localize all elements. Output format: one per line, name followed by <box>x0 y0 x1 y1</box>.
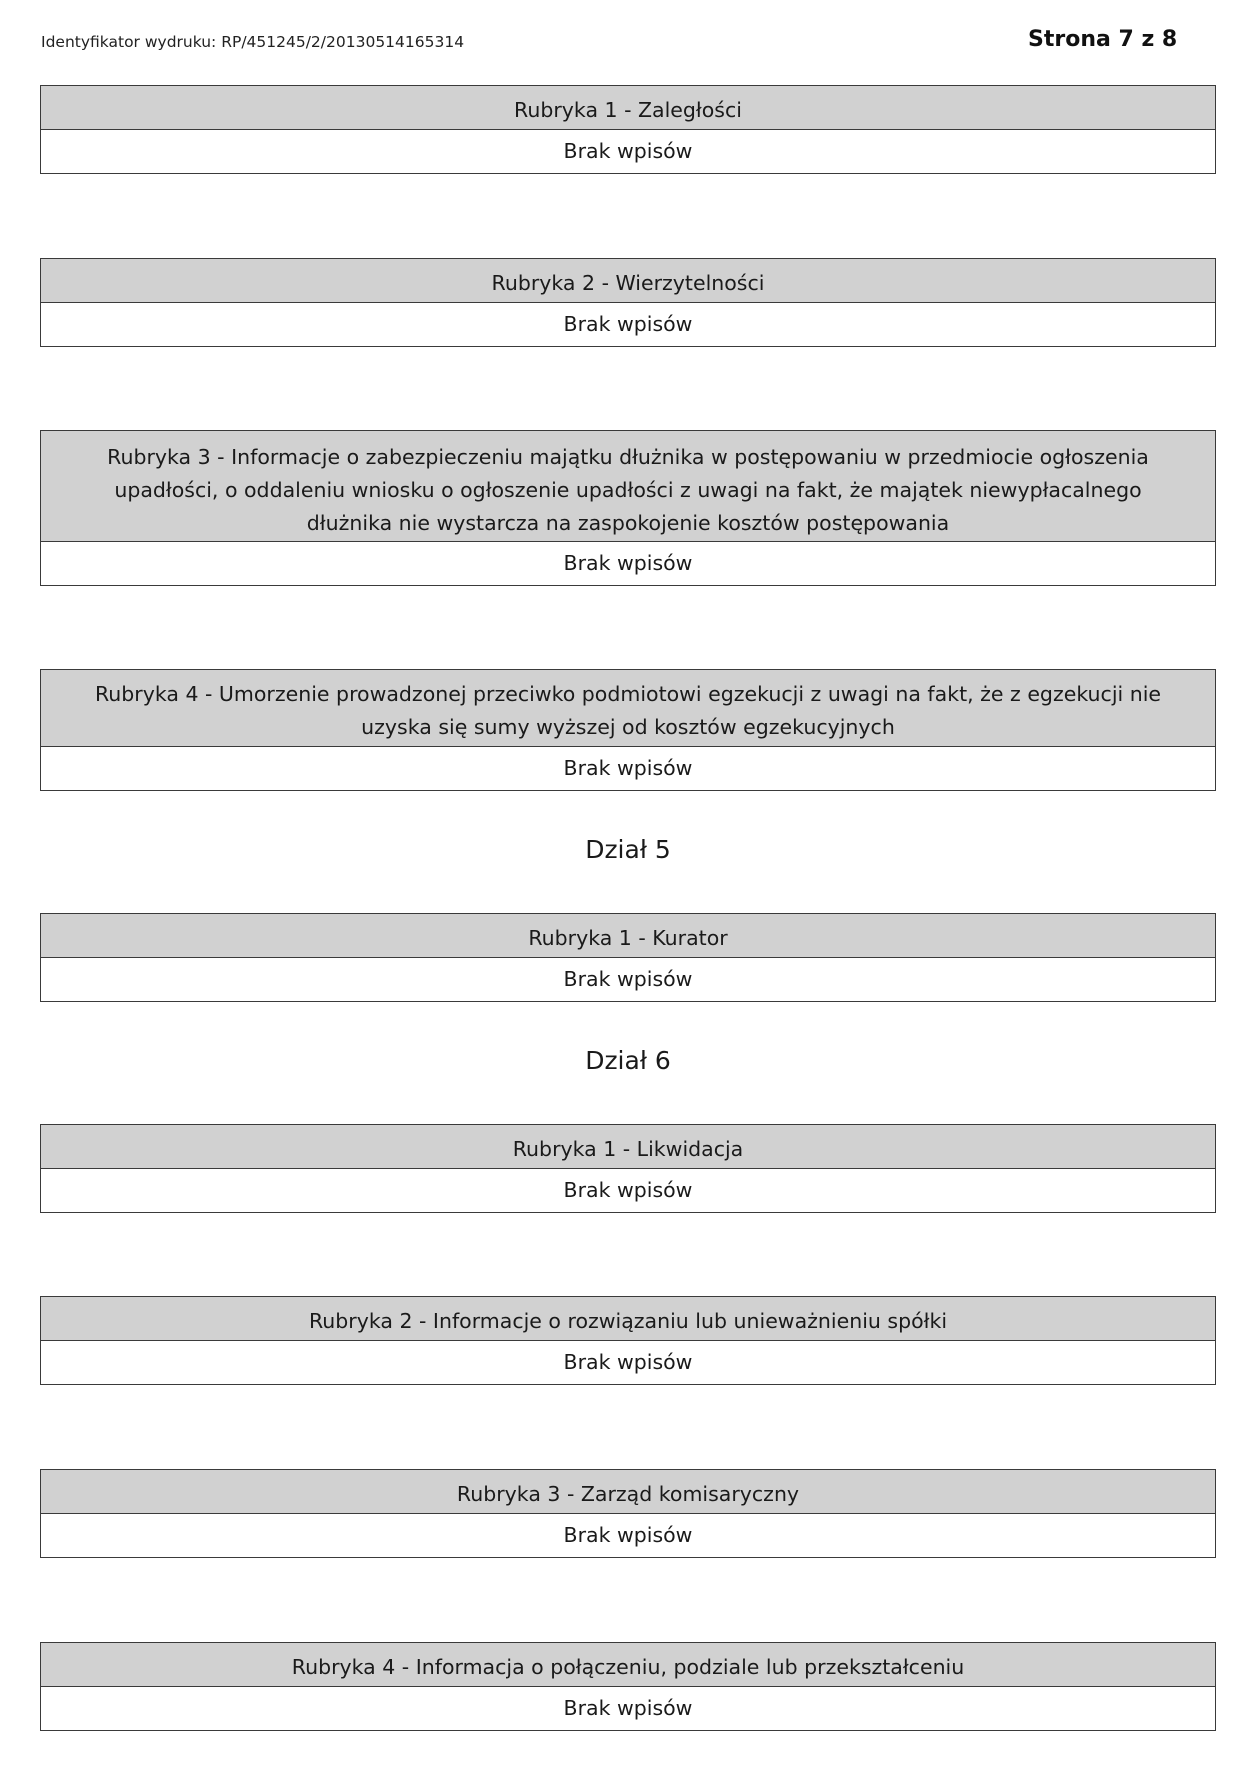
rubric-body: Brak wpisów <box>563 551 693 575</box>
rubric-title: Rubryka 2 - Wierzytelności <box>41 259 1215 303</box>
rubric-box <box>40 1469 1216 1558</box>
rubric-box <box>40 669 1216 791</box>
rubric-box <box>40 430 1216 586</box>
rubric-box <box>40 258 1216 347</box>
rubric-body: Brak wpisów <box>563 312 693 336</box>
rubric-title: Rubryka 1 - Zaległości <box>41 86 1215 130</box>
rubric-box <box>40 1642 1216 1731</box>
section-heading-dzial5: Dział 5 <box>585 835 671 864</box>
print-identifier: Identyfikator wydruku: RP/451245/2/20130514165314 <box>41 33 465 51</box>
rubric-box <box>40 913 1216 1002</box>
rubric-title: Rubryka 4 - Informacja o połączeniu, podziale lub przekształceniu <box>41 1643 1215 1687</box>
page-number: Strona 7 z 8 <box>1028 27 1178 52</box>
rubric-title: Rubryka 1 - Likwidacja <box>41 1125 1215 1169</box>
rubric-box <box>40 1296 1216 1385</box>
rubric-box <box>40 85 1216 174</box>
rubric-box <box>40 1124 1216 1213</box>
rubric-title: Rubryka 1 - Kurator <box>41 914 1215 958</box>
rubric-body: Brak wpisów <box>563 1696 693 1720</box>
section-heading-dzial6: Dział 6 <box>585 1046 671 1075</box>
rubric-body: Brak wpisów <box>563 1178 693 1202</box>
rubric-title: Rubryka 3 - Informacje o zabezpieczeniu majątku dłużnika w postępowaniu w przedmiocie ogłoszenia upadłości, o oddaleniu wniosku o ogłoszenie upadłości z uwagi na fakt, że majątek niewypłacalnego dłużnika nie wystarcza na zaspokojenie kosztów postępowania <box>41 431 1215 542</box>
rubric-title: Rubryka 2 - Informacje o rozwiązaniu lub unieważnieniu spółki <box>41 1297 1215 1341</box>
rubric-body: Brak wpisów <box>563 967 693 991</box>
rubric-body: Brak wpisów <box>563 756 693 780</box>
rubric-title: Rubryka 4 - Umorzenie prowadzonej przeciwko podmiotowi egzekucji z uwagi na fakt, że z egzekucji nie uzyska się sumy wyższej od kosztów egzekucyjnych <box>41 670 1215 747</box>
rubric-body: Brak wpisów <box>563 1350 693 1374</box>
rubric-title: Rubryka 3 - Zarząd komisaryczny <box>41 1470 1215 1514</box>
rubric-body: Brak wpisów <box>563 1523 693 1547</box>
rubric-body: Brak wpisów <box>563 139 693 163</box>
